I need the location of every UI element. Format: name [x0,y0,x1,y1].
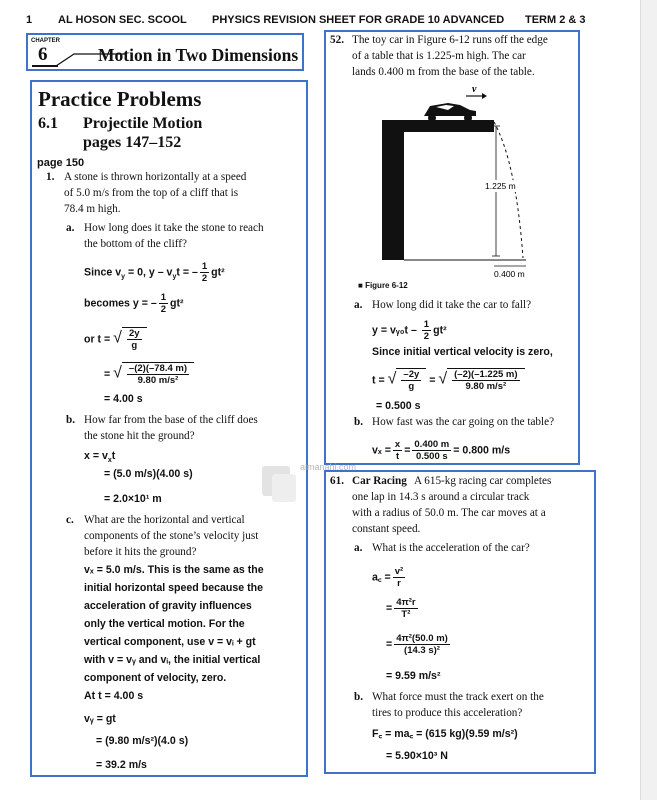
chapter-banner [26,33,304,71]
q61b-label: b. [354,691,364,703]
term-label: TERM 2 & 3 [525,14,586,26]
q61-line-3: with a radius of 50.0 m. The car moves at a [352,507,546,519]
q1a-or-t-eq: or t = √ $\frac{2y}{g}$ [84,327,147,351]
q61b-line-1: What force must the track exert on the [372,691,544,703]
q52-number: 52. [330,34,344,46]
q61a-eq-3: = $\frac{\text{4π²(50.0 m)}}{\text{(14.3 s)²}}$ [386,633,448,656]
q1c-ans-4: only the vertical motion. For the [84,618,245,630]
q52a-since: Since initial vertical velocity is zero, [372,346,553,358]
q61a-label: a. [354,542,363,554]
q1a-becomes-eq: becomes y = – $\frac{1}{2}$ gt² [84,292,184,315]
q52b-label: b. [354,416,364,428]
chapter-title: Motion in Two Dimensions [98,45,299,65]
school-name: AL HOSON SEC. SCOOL [58,14,187,26]
q1c-ans-5: vertical component, use v = vᵢ + gt [84,636,256,648]
figure-6-12 [376,82,536,282]
q61b-line-2: tires to produce this acceleration? [372,707,523,719]
q1-line-2: of 5.0 m/s from the top of a cliff that is [64,187,239,199]
q1b-eq-2: = (5.0 m/s)(4.00 s) [104,468,193,480]
chapter-underline [32,65,58,67]
q1c-at-time: At t = 4.00 s [84,690,144,702]
q1c-ans-1: vₓ = 5.0 m/s. This is the same as the [84,564,264,576]
q1c-line-1: What are the horizontal and vertical [84,514,245,526]
chapter-tag: CHAPTER [31,38,61,44]
q61b-eq-1: F꜀ = ma꜀ = (615 kg)(9.59 m/s²) [372,728,518,740]
q1a-line-1: How long does it take the stone to reach [84,222,264,234]
page-number: 1 [26,14,33,26]
section-pages: pages 147–152 [83,134,182,151]
q52a-label: a. [354,299,363,311]
q61a-eq-1: a꜀ = $\frac{\text{v²}}{r}$ [372,566,404,589]
q52a-text: How long did it take the car to fall? [372,299,532,311]
q1a-result: = 4.00 s [104,393,143,405]
q61-title: Car Racing [352,475,407,487]
section-title: Projectile Motion [83,115,203,132]
q1b-label: b. [66,414,76,426]
q52-line-3: lands 0.400 m from the base of the table. [352,66,535,78]
q1a-since-eq: Since $v_y = 0$, y – $v_yt$ = – $\frac{1}{2}$ gt² [84,261,225,284]
q1c-line-2: components of the stone’s velocity just [84,530,259,542]
q1c-label: c. [66,514,74,526]
q1b-eq-1: $x = v_xt$ [84,450,116,465]
q1c-ans-6: with v = vᵧ and vᵢ, the initial vertical [84,654,261,666]
q61-line-2: one lap in 14.3 s around a circular track [352,491,530,503]
q61-line-1: A 615-kg racing car completes [414,475,552,487]
q52-line-1: The toy car in Figure 6-12 runs off the edge [352,34,548,46]
q1c-line-3: before it hits the ground? [84,546,197,558]
figure-height-label: 1.225 m [485,181,516,191]
section-number: 6.1 [38,115,58,132]
q1b-line-1: How far from the base of the cliff does [84,414,258,426]
q61b-eq-2: = 5.90×10³ N [386,750,448,762]
q52b-eq: vₓ = $\frac{x}{t}$ = $\frac{0.400 m}{0.500 s}$ = 0.800 m/s [372,439,511,462]
sheet-title: PHYSICS REVISION SHEET FOR GRADE 10 ADVANCED [212,14,505,26]
q52b-text: How fast was the car going on the table? [372,416,555,428]
q1c-ans-3: acceleration of gravity influences [84,600,252,612]
q1c-result: = 39.2 m/s [96,759,147,771]
q61-line-4: constant speed. [352,523,421,535]
q1c-ans-7: component of velocity, zero. [84,672,227,684]
q1a-line-2: the bottom of the cliff? [84,238,187,250]
q52-line-2: of a table that is 1.225-m high. The car [352,50,526,62]
q1-number: 1. [46,171,55,183]
q52a-result: = 0.500 s [376,400,421,412]
q52a-eq-2: t = √ $\frac{-2y}{g}$ = √ $\frac{(-2)(-1.225 m)}{\text{9.80 m/s²}}$ [372,368,525,392]
page-reference: page 150 [37,157,85,169]
q1-line-1: A stone is thrown horizontally at a speed [64,171,247,183]
q1a-label: a. [66,222,75,234]
watermark-logo [258,462,304,512]
q1a-values-eq: = √ $\frac{-(2)(-78.4 m)}{\text{9.80 m/s²}}$ [104,362,194,386]
q1c-ans-2: initial horizontal speed because the [84,582,263,594]
figure-caption: ■ Figure 6-12 [358,281,408,290]
practice-heading: Practice Problems [38,87,202,111]
q61a-eq-2: = $\frac{\text{4π²r}}{\text{T²}}$ [386,597,416,620]
q1-line-3: 78.4 m high. [64,203,121,215]
q1b-eq-3: = 2.0×10¹ m [104,493,162,505]
q1c-calc: = (9.80 m/s²)(4.0 s) [96,735,189,747]
watermark-text: almanahj.com [300,462,357,472]
figure-v-label: v [472,84,477,95]
q61a-text: What is the acceleration of the car? [372,542,530,554]
q61-number: 61. [330,475,344,487]
q52a-eq-1: y = vᵧ₀t – $\frac{1}{2}$ gt² [372,319,447,342]
scrollbar[interactable] [640,0,657,800]
q61a-result: = 9.59 m/s² [386,670,441,682]
chapter-number: 6 [38,44,48,65]
figure-distance-label: 0.400 m [494,269,525,279]
q1c-vy-eq: vᵧ = gt [84,713,116,725]
q1b-line-2: the stone hit the ground? [84,430,195,442]
